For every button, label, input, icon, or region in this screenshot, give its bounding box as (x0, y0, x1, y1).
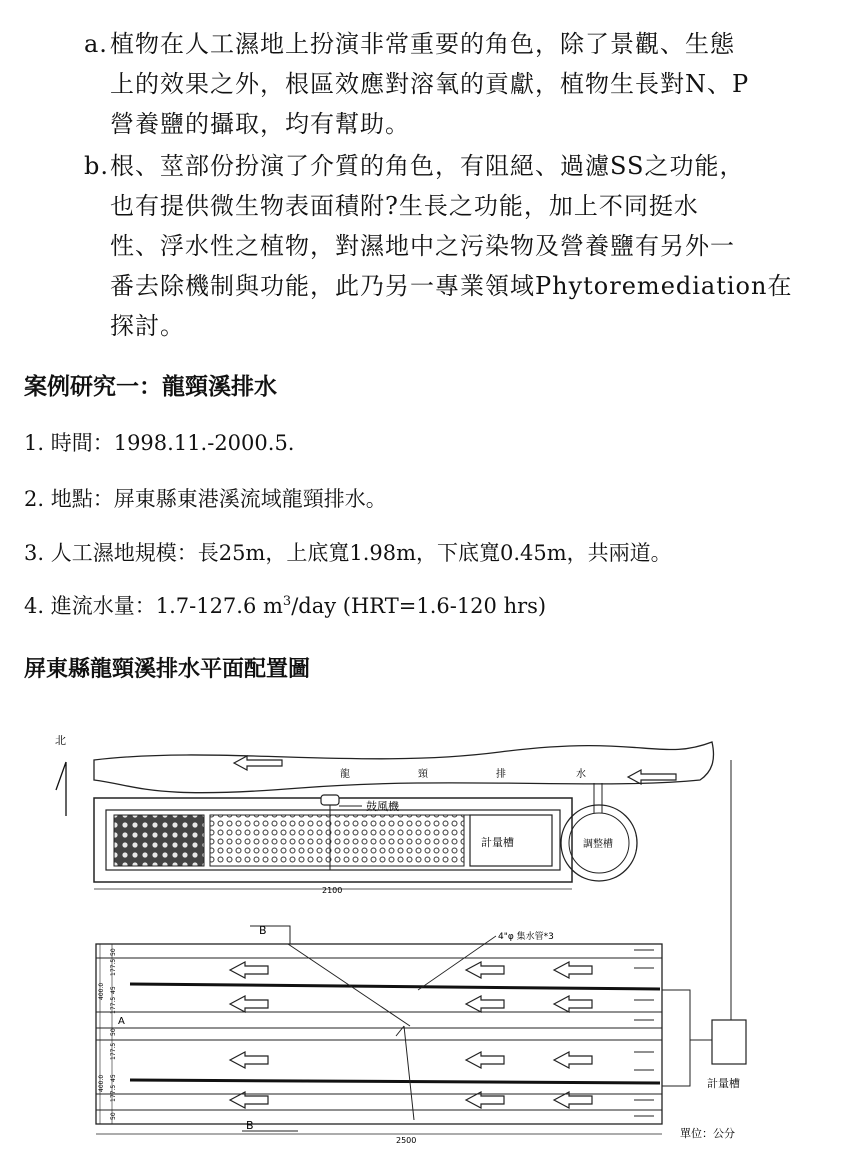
meter-tank-bottom-label: 計量槽 (707, 1077, 740, 1090)
flow-text-unit: /day (HRT=1.6-120 hrs) (291, 594, 547, 618)
paragraph-b-line: 也有提供微生物表面積附?生長之功能，加上不同挺水 (110, 192, 699, 220)
flow-arrow-icon (230, 996, 268, 1012)
north-label: 北 (55, 734, 66, 747)
paragraph-a-line: 上的效果之外，根區效應對溶氧的貢獻，植物生長對N、P (110, 70, 750, 98)
left-total: 400.0 (98, 982, 105, 1000)
paragraph-b (84, 146, 829, 346)
section-a: A (118, 1016, 125, 1027)
river-channel (94, 742, 714, 793)
section-title: 案例研究一：龍頸溪排水 (24, 374, 277, 400)
flow-arrow-icon (234, 756, 282, 770)
top-dimension: 2100 (322, 886, 343, 895)
left-dimensions (98, 944, 117, 1124)
bottom-dimension: 2500 (396, 1136, 417, 1145)
paragraph-a-line: 植物在人工濕地上扮演非常重要的角色，除了景觀、生態 (110, 30, 735, 58)
outlet-pipe (662, 990, 712, 1086)
collector-pipes (130, 984, 660, 1083)
left-dim: 177.5 (110, 1084, 117, 1102)
figure-caption: 屏東縣龍頸溪排水平面配置圖 (24, 657, 311, 682)
river-label: 水 (576, 769, 586, 780)
meter-tank-bottom (712, 1020, 746, 1064)
flow-arrow-icon (230, 962, 268, 978)
paragraph-a-marker: a. (84, 30, 108, 58)
section-b-top: B (259, 924, 267, 937)
flow-arrow-icon (554, 1052, 592, 1068)
flow-arrow-icon (466, 1052, 504, 1068)
left-dim: 45 (110, 1074, 117, 1082)
left-dim: 45 (110, 986, 117, 994)
channel-lines (96, 958, 662, 1110)
flow-superscript: 3 (282, 594, 292, 609)
flow-text: 4. 進流水量：1.7-127.6 m (24, 594, 283, 618)
adjust-tank-label: 調整槽 (583, 839, 613, 850)
flow-arrow-icon (466, 962, 504, 978)
gravel-zone (114, 815, 204, 866)
wetland-section-plan (96, 944, 662, 1124)
inlet-pipe (594, 783, 602, 813)
list-item-scale: 3. 人工濕地規模：長25m，上底寬1.98m，下底寬0.45m，共兩道。 (24, 541, 672, 565)
flow-arrow-icon (554, 996, 592, 1012)
river-label: 排 (496, 769, 506, 780)
paragraph-b-marker: b. (84, 152, 109, 180)
list-item-time: 1. 時間：1998.11.-2000.5. (24, 431, 295, 455)
north-arrow-icon (56, 762, 66, 816)
paragraph-b-line: 探討。 (110, 312, 185, 340)
section-mark (250, 926, 290, 944)
pipe-note: 4"φ 集水管*3 (498, 932, 554, 942)
inlet-ticks (634, 950, 654, 1116)
unit-label: 單位：公分 (680, 1127, 735, 1140)
left-dim: 177.5 (110, 996, 117, 1014)
left-dim: 50 (110, 1112, 117, 1120)
paragraph-a (84, 24, 829, 144)
left-dim: 177.5 (110, 958, 117, 976)
section-b-bottom: B (246, 1119, 254, 1132)
paragraph-b-line: 性、浮水性之植物，對濕地中之污染物及營養鹽有另外一 (110, 232, 735, 260)
layout-drawing (0, 720, 850, 1174)
flow-arrows (230, 962, 592, 1108)
left-total: 400.0 (98, 1074, 105, 1092)
paragraph-b-line: 番去除機制與功能，此乃另一專業領域Phytoremediation在 (110, 272, 793, 300)
plant-zone (210, 815, 464, 866)
flow-arrow-icon (466, 996, 504, 1012)
blower-icon (321, 795, 339, 805)
left-dim: 177.5 (110, 1042, 117, 1060)
paragraph-b-line: 根、莖部份扮演了介質的角色，有阻絕、過濾SS之功能， (110, 152, 745, 180)
paragraph-a-line: 營養鹽的攝取，均有幫助。 (110, 110, 410, 138)
left-dim: 50 (110, 948, 117, 956)
list-item-flow (24, 590, 546, 620)
river-label: 頸 (418, 769, 428, 780)
flow-arrow-icon (554, 962, 592, 978)
blower-label: 鼓風機 (366, 800, 399, 813)
river-label: 龍 (340, 769, 350, 780)
meter-tank-top-label: 計量槽 (481, 836, 514, 849)
left-dim: 50 (110, 1028, 117, 1036)
list-item-location: 2. 地點：屏東縣東港溪流域龍頸排水。 (24, 487, 387, 511)
flow-arrow-icon (230, 1052, 268, 1068)
